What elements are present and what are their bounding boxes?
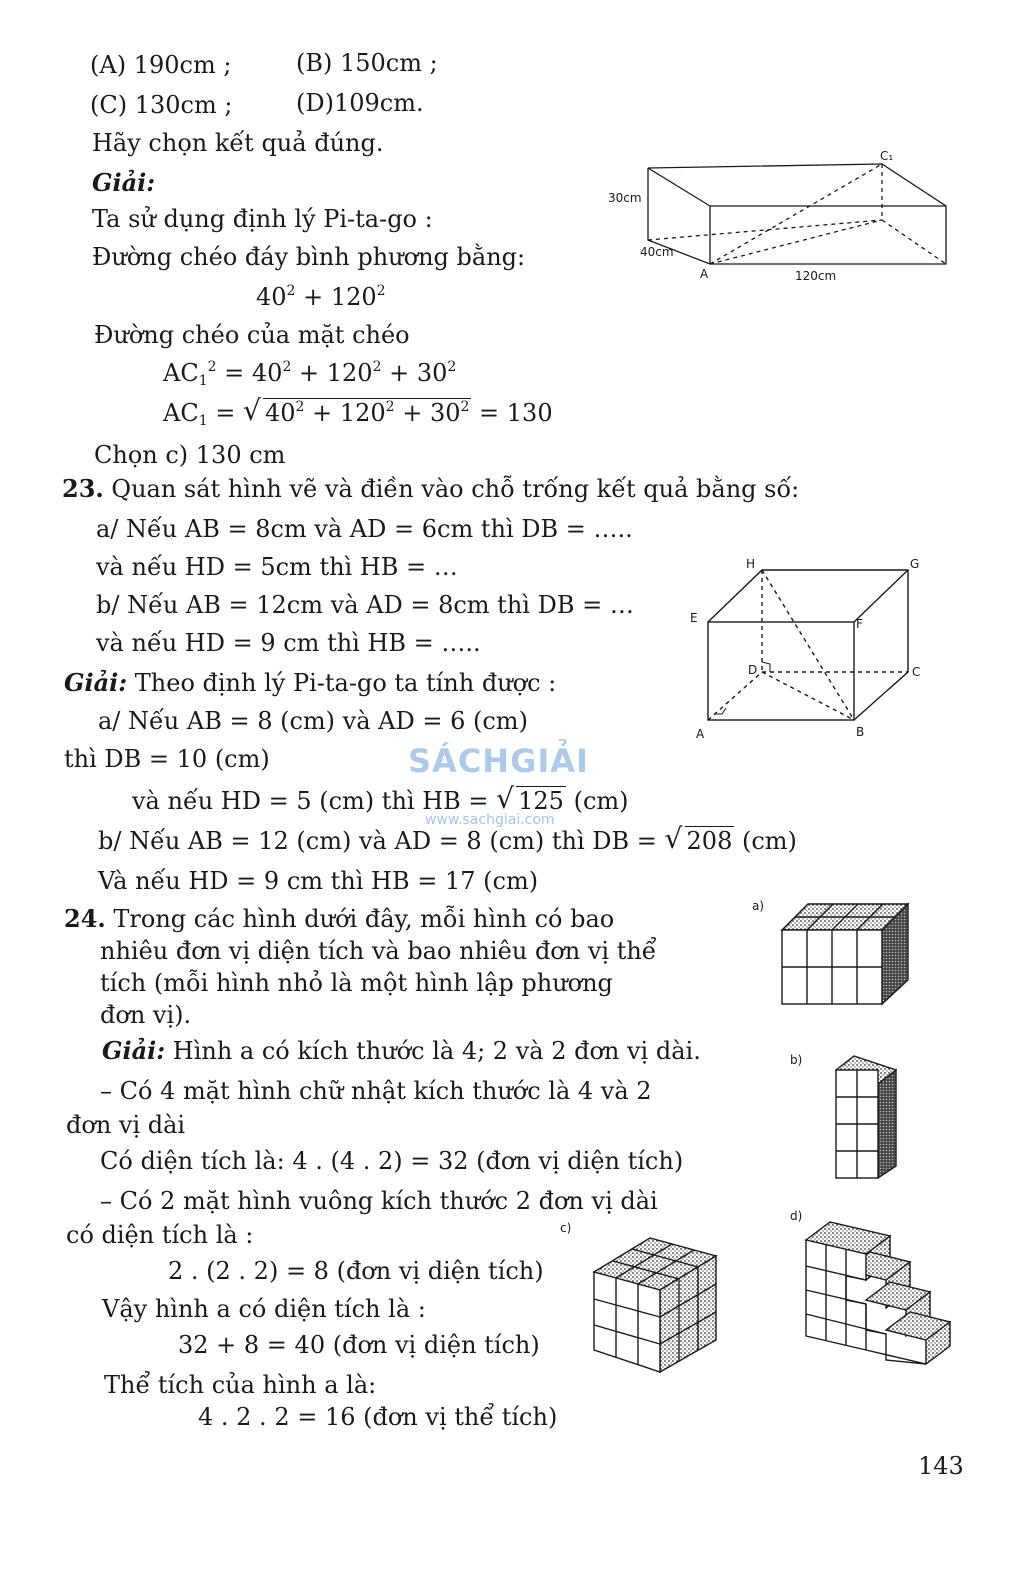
option-b: (B) 150cm ;	[296, 49, 438, 77]
formula-ac1: $AC_1$ = √ $40^2 + 120^2 + 30^2 = 130$	[163, 398, 553, 428]
width-label: 40cm	[640, 245, 674, 259]
option-d: (D)109cm.	[296, 89, 424, 117]
cuboid-figure-a	[782, 904, 908, 1004]
solution-line: – Có 4 mặt hình chữ nhật kích thước là 4 và 2	[100, 1077, 652, 1105]
question-line: và nếu HD = 9 cm thì HB = …..	[96, 629, 481, 657]
formula-ac1-squared: $AC_1^2 = 40^2 + 120^2 + 30^2$	[163, 359, 457, 389]
solution-line: Ta sử dụng định lý Pi-ta-go :	[92, 205, 433, 233]
problem-23: 23. Quan sát hình vẽ và điền vào chỗ trống kết quả bằng số:	[62, 474, 800, 503]
formula-base-diagonal: $40^2 + 120^2$	[256, 283, 386, 311]
solution-line: Và nếu HD = 9 cm thì HB = 17 (cm)	[98, 867, 539, 895]
page-number: 143	[918, 1452, 964, 1480]
watermark-url: www.sachgiai.com	[425, 812, 555, 828]
solution-line: 2 . (2 . 2) = 8 (đơn vị diện tích)	[168, 1257, 544, 1285]
vertex-e-label: E	[690, 611, 698, 625]
solution-line: có diện tích là :	[66, 1221, 254, 1249]
vertex-b-label: B	[856, 725, 865, 739]
question-line: nhiêu đơn vị diện tích và bao nhiêu đơn vị thể	[100, 937, 657, 965]
solution-line: Đường chéo đáy bình phương bằng:	[92, 243, 526, 271]
choose-instruction: Hãy chọn kết quả đúng.	[92, 129, 384, 157]
vertex-h-label: H	[746, 557, 756, 571]
question-line: tích (mỗi hình nhỏ là một hình lập phương	[100, 969, 613, 997]
cuboid-figure-b	[836, 1056, 896, 1178]
figure-a-label: a)	[752, 899, 765, 913]
length-label: 120cm	[795, 269, 837, 283]
solution-line: Thể tích của hình a là:	[104, 1371, 377, 1399]
vertex-f-label: F	[856, 617, 863, 631]
solution-line: và nếu HD = 5 (cm) thì HB = √ 125 (cm)	[132, 786, 629, 816]
solution-line: Có diện tích là: 4 . (4 . 2) = 32 (đơn vị diện tích)	[100, 1147, 684, 1175]
answer-choice: Chọn c) 130 cm	[94, 441, 286, 469]
vertex-d-label: D	[748, 663, 758, 677]
vertex-c-label: C	[912, 665, 921, 679]
question-line: đơn vị).	[100, 1001, 192, 1029]
vertex-a-label: A	[696, 727, 705, 741]
question-line: a/ Nếu AB = 8cm và AD = 6cm thì DB = …..	[96, 515, 633, 543]
solution-line: đơn vị dài	[66, 1111, 186, 1139]
solution-line: 32 + 8 = 40 (đơn vị diện tích)	[178, 1331, 540, 1359]
figure-b-label: b)	[790, 1053, 803, 1067]
solution-line: Vậy hình a có diện tích là :	[102, 1295, 426, 1323]
figure-c-label: c)	[560, 1221, 572, 1235]
staircase-figure-d	[806, 1222, 950, 1364]
watermark-logo: SÁCHGIẢI	[408, 742, 589, 780]
solution-23-intro: Giải: Theo định lý Pi-ta-go ta tính được :	[64, 668, 557, 697]
solution-line: Đường chéo của mặt chéo	[94, 321, 410, 349]
cube-figure-c	[594, 1238, 716, 1372]
solution-line: a/ Nếu AB = 8 (cm) và AD = 6 (cm)	[98, 707, 528, 735]
problem-24: 24. Trong các hình dưới đây, mỗi hình có bao	[64, 904, 615, 933]
height-label: 30cm	[608, 191, 642, 205]
solution-24-intro: Giải: Hình a có kích thước là 4; 2 và 2 đơn vị dài.	[102, 1036, 701, 1065]
option-a: (A) 190cm ;	[90, 51, 232, 79]
vertex-c1-label: C₁	[880, 149, 894, 163]
solution-line: – Có 2 mặt hình vuông kích thước 2 đơn vị dài	[100, 1187, 658, 1215]
question-line: b/ Nếu AB = 12cm và AD = 8cm thì DB = …	[96, 591, 634, 619]
option-c: (C) 130cm ;	[90, 91, 233, 119]
vertex-g-label: G	[910, 557, 920, 571]
solution-line: 4 . 2 . 2 = 16 (đơn vị thể tích)	[198, 1403, 558, 1431]
vertex-a-label: A	[700, 267, 709, 281]
solution-line: b/ Nếu AB = 12 (cm) và AD = 8 (cm) thì DB = √ 208 (cm)	[98, 826, 797, 856]
figure-d-label: d)	[790, 1209, 803, 1223]
solution-line: thì DB = 10 (cm)	[64, 745, 270, 773]
question-line: và nếu HD = 5cm thì HB = …	[96, 553, 458, 581]
solution-label: Giải:	[92, 168, 156, 197]
